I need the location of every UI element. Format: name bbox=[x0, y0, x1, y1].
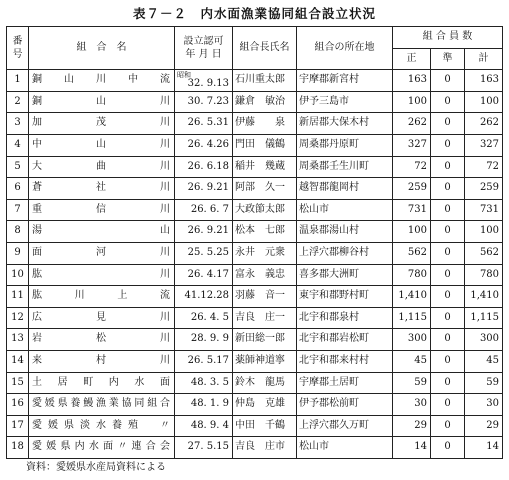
row-head: 阿部 久一 bbox=[233, 178, 297, 200]
row-number: 10 bbox=[7, 264, 29, 286]
table-row bbox=[7, 415, 503, 437]
row-number: 7 bbox=[7, 199, 29, 221]
row-date: 26. 4.26 bbox=[175, 134, 233, 156]
row-regular: 100 bbox=[393, 221, 431, 243]
row-head: 吉良 庄一 bbox=[233, 307, 297, 329]
row-associate: 0 bbox=[431, 242, 465, 264]
row-date: 30. 7.23 bbox=[175, 91, 233, 113]
row-associate: 0 bbox=[431, 394, 465, 416]
row-head: 富永 義忠 bbox=[233, 264, 297, 286]
row-date: 25. 5.25 bbox=[175, 242, 233, 264]
row-date-value: 32. 9.13 bbox=[187, 77, 229, 89]
row-date: 26. 6.18 bbox=[175, 156, 233, 178]
row-address: 松山市 bbox=[297, 199, 393, 221]
row-name: 肱川上流 bbox=[29, 286, 175, 308]
row-address: 北宇和郡泉村 bbox=[297, 307, 393, 329]
header-name: 組 合 名 bbox=[29, 27, 175, 70]
row-address: 上浮穴郡柳谷村 bbox=[297, 242, 393, 264]
table-row bbox=[7, 178, 503, 200]
row-date: 41.12.28 bbox=[175, 286, 233, 308]
row-address: 東宇和郡野村町 bbox=[297, 286, 393, 308]
row-date: 26. 6. 7 bbox=[175, 199, 233, 221]
row-total: 300 bbox=[465, 329, 503, 351]
row-name: 中山川 bbox=[29, 134, 175, 156]
row-associate: 0 bbox=[431, 134, 465, 156]
row-number: 5 bbox=[7, 156, 29, 178]
table-row bbox=[7, 134, 503, 156]
row-associate: 0 bbox=[431, 156, 465, 178]
header-date-top: 設立認可 bbox=[183, 36, 224, 48]
row-regular: 100 bbox=[393, 91, 431, 113]
row-head: 鎌倉 敏治 bbox=[233, 91, 297, 113]
row-name: 来村川 bbox=[29, 350, 175, 372]
table-row bbox=[7, 113, 503, 135]
row-name: 湯 山 bbox=[29, 221, 175, 243]
row-address: 宇摩郡新宮村 bbox=[297, 70, 393, 92]
header-regular: 正 bbox=[393, 48, 431, 70]
row-head: 中田 千鶴 bbox=[233, 415, 297, 437]
row-number: 2 bbox=[7, 91, 29, 113]
row-total: 100 bbox=[465, 91, 503, 113]
row-associate: 0 bbox=[431, 178, 465, 200]
row-address: 上浮穴郡久万町 bbox=[297, 415, 393, 437]
row-regular: 259 bbox=[393, 178, 431, 200]
row-name: 愛媛県淡水養殖 〃 bbox=[29, 415, 175, 437]
row-associate: 0 bbox=[431, 91, 465, 113]
row-date: 26. 4. 5 bbox=[175, 307, 233, 329]
row-total: 29 bbox=[465, 415, 503, 437]
row-head: 石川重太郎 bbox=[233, 70, 297, 92]
row-date: 27. 5.15 bbox=[175, 437, 233, 459]
table-row bbox=[7, 394, 503, 416]
table-row bbox=[7, 91, 503, 113]
row-name: 銅山川 bbox=[29, 91, 175, 113]
row-number: 11 bbox=[7, 286, 29, 308]
header-total: 計 bbox=[465, 48, 503, 70]
row-head: 薬師神道寧 bbox=[233, 350, 297, 372]
row-address: 北宇和郡来村村 bbox=[297, 350, 393, 372]
row-number: 13 bbox=[7, 329, 29, 351]
table-row bbox=[7, 70, 503, 92]
table-row bbox=[7, 242, 503, 264]
table-row bbox=[7, 264, 503, 286]
row-regular: 562 bbox=[393, 242, 431, 264]
row-number: 4 bbox=[7, 134, 29, 156]
row-regular: 14 bbox=[393, 437, 431, 459]
row-number: 12 bbox=[7, 307, 29, 329]
row-regular: 30 bbox=[393, 394, 431, 416]
row-total: 780 bbox=[465, 264, 503, 286]
row-date: 26. 5.31 bbox=[175, 113, 233, 135]
row-date: 48. 9. 4 bbox=[175, 415, 233, 437]
row-name: 岩松川 bbox=[29, 329, 175, 351]
row-number: 8 bbox=[7, 221, 29, 243]
row-total: 30 bbox=[465, 394, 503, 416]
row-number: 6 bbox=[7, 178, 29, 200]
row-total: 262 bbox=[465, 113, 503, 135]
table-body bbox=[7, 70, 503, 459]
row-regular: 29 bbox=[393, 415, 431, 437]
row-associate: 0 bbox=[431, 329, 465, 351]
table-row bbox=[7, 156, 503, 178]
row-regular: 72 bbox=[393, 156, 431, 178]
row-total: 1,115 bbox=[465, 307, 503, 329]
row-associate: 0 bbox=[431, 221, 465, 243]
row-regular: 731 bbox=[393, 199, 431, 221]
row-regular: 262 bbox=[393, 113, 431, 135]
header-members: 組 合 員 数 bbox=[393, 27, 503, 49]
row-total: 562 bbox=[465, 242, 503, 264]
table-row bbox=[7, 286, 503, 308]
row-number: 18 bbox=[7, 437, 29, 459]
table-row bbox=[7, 372, 503, 394]
row-head: 稲井 幾蔵 bbox=[233, 156, 297, 178]
row-associate: 0 bbox=[431, 286, 465, 308]
cooperatives-table bbox=[6, 26, 503, 459]
row-name: 重信川 bbox=[29, 199, 175, 221]
row-regular: 300 bbox=[393, 329, 431, 351]
row-total: 1,410 bbox=[465, 286, 503, 308]
row-regular: 1,115 bbox=[393, 307, 431, 329]
row-number: 1 bbox=[7, 70, 29, 92]
row-associate: 0 bbox=[431, 372, 465, 394]
header-number bbox=[7, 27, 29, 70]
row-address: 宇摩郡土居町 bbox=[297, 372, 393, 394]
row-date: 26. 4.17 bbox=[175, 264, 233, 286]
row-date: 48. 3. 5 bbox=[175, 372, 233, 394]
row-regular: 59 bbox=[393, 372, 431, 394]
row-address: 喜多郡大洲町 bbox=[297, 264, 393, 286]
row-head: 門田 儀鶴 bbox=[233, 134, 297, 156]
header-number-bottom: 号 bbox=[12, 49, 23, 61]
table-row bbox=[7, 350, 503, 372]
row-head: 松本 七郎 bbox=[233, 221, 297, 243]
row-total: 14 bbox=[465, 437, 503, 459]
row-head: 伊藤 泉 bbox=[233, 113, 297, 135]
row-head: 仲島 克雄 bbox=[233, 394, 297, 416]
row-regular: 1,410 bbox=[393, 286, 431, 308]
row-number: 3 bbox=[7, 113, 29, 135]
row-head: 羽藤 音一 bbox=[233, 286, 297, 308]
row-number: 16 bbox=[7, 394, 29, 416]
row-name: 大曲川 bbox=[29, 156, 175, 178]
row-number: 9 bbox=[7, 242, 29, 264]
header-date bbox=[175, 27, 233, 70]
row-address: 周桑郡壬生川町 bbox=[297, 156, 393, 178]
row-associate: 0 bbox=[431, 264, 465, 286]
table-row bbox=[7, 437, 503, 459]
table-row bbox=[7, 307, 503, 329]
row-total: 327 bbox=[465, 134, 503, 156]
row-address: 松山市 bbox=[297, 437, 393, 459]
row-associate: 0 bbox=[431, 437, 465, 459]
header-number-top: 番 bbox=[12, 36, 23, 48]
row-head: 新田総一郎 bbox=[233, 329, 297, 351]
row-total: 100 bbox=[465, 221, 503, 243]
row-address: 温泉郡湯山村 bbox=[297, 221, 393, 243]
row-regular: 163 bbox=[393, 70, 431, 92]
row-number: 15 bbox=[7, 372, 29, 394]
row-name: 広見川 bbox=[29, 307, 175, 329]
table-title: 表７－２ 内水面漁業協同組合設立状況 bbox=[132, 6, 376, 21]
row-name: 加茂川 bbox=[29, 113, 175, 135]
row-associate: 0 bbox=[431, 70, 465, 92]
row-associate: 0 bbox=[431, 113, 465, 135]
header-address: 組合の所在地 bbox=[297, 27, 393, 70]
row-name: 愛媛県内水面〃連合会 bbox=[29, 437, 175, 459]
row-name: 蒼社川 bbox=[29, 178, 175, 200]
row-associate: 0 bbox=[431, 350, 465, 372]
row-name: 愛媛県養鰻漁業協同組合 bbox=[29, 394, 175, 416]
row-total: 163 bbox=[465, 70, 503, 92]
row-address: 伊予三島市 bbox=[297, 91, 393, 113]
row-date: 48. 1. 9 bbox=[175, 394, 233, 416]
row-name: 肱川 bbox=[29, 264, 175, 286]
header-date-bottom: 年 月 日 bbox=[185, 49, 222, 61]
row-head: 大政節太郎 bbox=[233, 199, 297, 221]
row-date: 28. 9. 9 bbox=[175, 329, 233, 351]
row-regular: 780 bbox=[393, 264, 431, 286]
row-date: 26. 9.21 bbox=[175, 178, 233, 200]
row-regular: 327 bbox=[393, 134, 431, 156]
row-date: 26. 9.21 bbox=[175, 221, 233, 243]
row-total: 45 bbox=[465, 350, 503, 372]
row-date bbox=[175, 70, 233, 92]
row-address: 伊予郡松前町 bbox=[297, 394, 393, 416]
row-name: 面河川 bbox=[29, 242, 175, 264]
row-date: 26. 5.17 bbox=[175, 350, 233, 372]
header-head: 組合長氏名 bbox=[233, 27, 297, 70]
row-associate: 0 bbox=[431, 199, 465, 221]
era-note: 昭和 bbox=[177, 70, 191, 79]
row-head: 永井 元衆 bbox=[233, 242, 297, 264]
source-note: 資料：愛媛県水産局資料による bbox=[26, 462, 166, 473]
row-address: 北宇和郡岩松町 bbox=[297, 329, 393, 351]
row-number: 14 bbox=[7, 350, 29, 372]
table-row bbox=[7, 329, 503, 351]
row-address: 周桑郡丹原町 bbox=[297, 134, 393, 156]
row-head: 吉良 庄市 bbox=[233, 437, 297, 459]
row-total: 59 bbox=[465, 372, 503, 394]
row-address: 越智郡龍岡村 bbox=[297, 178, 393, 200]
row-associate: 0 bbox=[431, 307, 465, 329]
row-address: 新居郡大保木村 bbox=[297, 113, 393, 135]
header-associate: 準 bbox=[431, 48, 465, 70]
table-row bbox=[7, 199, 503, 221]
row-associate: 0 bbox=[431, 415, 465, 437]
row-total: 731 bbox=[465, 199, 503, 221]
row-regular: 45 bbox=[393, 350, 431, 372]
row-name: 銅山川中流 bbox=[29, 70, 175, 92]
row-total: 72 bbox=[465, 156, 503, 178]
table-row bbox=[7, 221, 503, 243]
row-number: 17 bbox=[7, 415, 29, 437]
row-total: 259 bbox=[465, 178, 503, 200]
row-head: 鈴木 龍馬 bbox=[233, 372, 297, 394]
row-name: 土居町内水面 bbox=[29, 372, 175, 394]
